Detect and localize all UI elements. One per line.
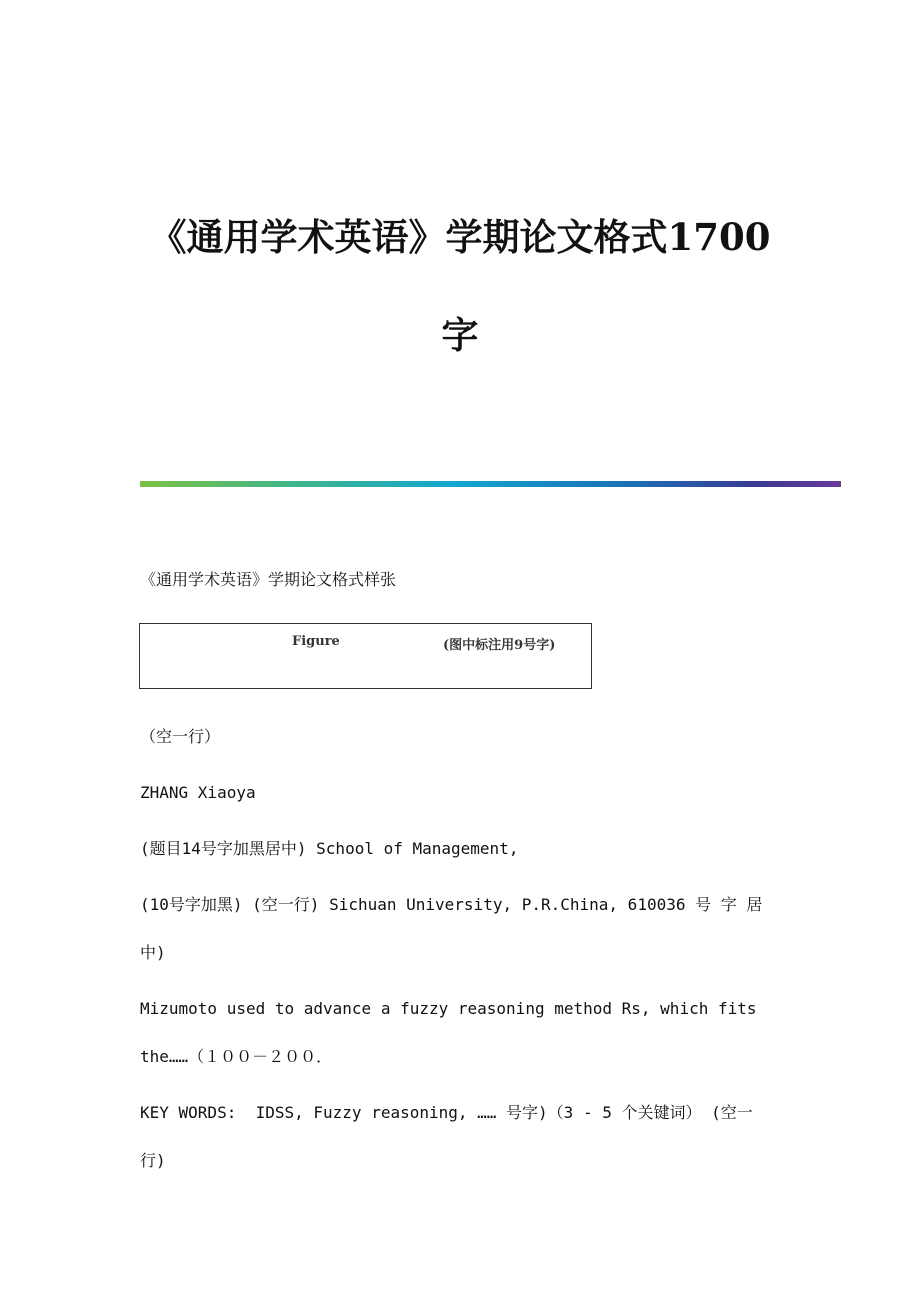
figure-note: (图中标注用9号字) bbox=[443, 638, 556, 653]
paragraph-keywords-cont: 行) bbox=[140, 1151, 166, 1170]
paragraph-keywords: KEY WORDS: IDSS, Fuzzy reasoning, …… 号字)（3 - 5 个关键词） (空一 bbox=[140, 1103, 753, 1122]
paragraph-university-cont: 中) bbox=[140, 943, 166, 962]
document-title-line-2: 字 bbox=[441, 313, 479, 357]
document-title-line-1: 《通用学术英语》学期论文格式1700 bbox=[149, 215, 771, 259]
paragraph-blank-line: （空一行） bbox=[140, 727, 221, 746]
figure-box bbox=[139, 623, 592, 689]
subtitle: 《通用学术英语》学期论文格式样张 bbox=[140, 570, 397, 589]
paragraph-abstract: Mizumoto used to advance a fuzzy reasoning method Rs, which fits bbox=[140, 999, 757, 1018]
figure-label: Figure bbox=[292, 634, 340, 649]
paragraph-university: (10号字加黑) (空一行) Sichuan University, P.R.China, 610036 号 字 居 bbox=[140, 895, 763, 914]
paragraph-author: ZHANG Xiaoya bbox=[140, 783, 256, 802]
paragraph-school: (题目14号字加黑居中) School of Management, bbox=[140, 839, 519, 858]
gradient-divider bbox=[140, 481, 841, 487]
paragraph-abstract-cont: the……（１００－２００． bbox=[140, 1047, 333, 1066]
